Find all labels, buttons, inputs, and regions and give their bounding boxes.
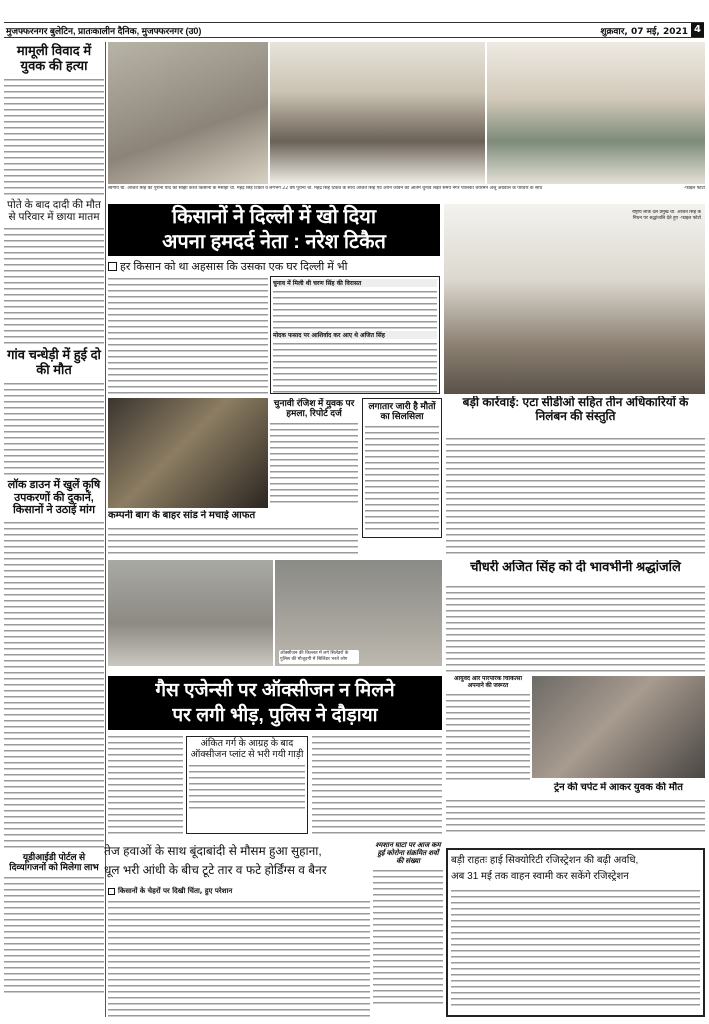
story-registration — [446, 848, 705, 1017]
box-body — [273, 341, 437, 393]
oxygen-headline — [108, 676, 442, 730]
story-headline: लगातार जारी है मौतों का सिलसिला — [368, 401, 436, 422]
page-number: 4 — [691, 23, 704, 37]
subhead-text: हर किसान को था अहसास कि उसका एक घर दिल्ली में भी — [120, 260, 348, 273]
story-body — [446, 692, 530, 784]
story-body — [365, 424, 439, 534]
story-body — [189, 763, 305, 811]
story-body — [446, 436, 705, 556]
lead-body — [108, 276, 268, 394]
story-headline: आयुर्वेद और पारंपरिक चिकित्सा अपनाने की जरूरत — [453, 676, 523, 689]
photo-family — [487, 42, 705, 184]
masthead — [4, 22, 704, 38]
story-body — [451, 888, 700, 1008]
story-headline: गांव चन्धेड़ी में हुई दो की मौत — [7, 347, 101, 377]
story-body — [270, 421, 358, 503]
lead-sidebox — [270, 276, 440, 394]
story-headline: चुनावी रंजिश में युवक पर हमला, रिपोर्ट दर्ज — [273, 398, 355, 419]
weather-headline — [104, 842, 370, 882]
square-bullet-icon — [108, 888, 115, 895]
lead-headline-line2: अपना हमदर्द नेता : नरेश टिकैत — [162, 231, 386, 253]
story-headline: ट्रेन की चपेट में आकर युवक की मौत — [554, 782, 683, 793]
story-headline: अंकित गर्ग के आग्रह के बाद ऑक्सीजन प्लांट से भरी गयी गाड़ी — [190, 739, 304, 760]
story-body — [312, 734, 442, 834]
story-cremation — [373, 842, 443, 1017]
photo-cylinder — [275, 560, 442, 666]
lead-headline-line1: किसानों ने दिल्ली में खो दिया — [171, 206, 377, 228]
date-block — [600, 23, 704, 37]
oxygen-photo-caption: ऑक्सीजन की किल्लत में लगे सिलेंडरों के पुलिस की मौजूदगी में सिलिंडर भरते लोग — [279, 650, 359, 664]
caption-text: स्वर्गीय चौ. अजित सिंह की पुरानी यादें को साझा करते किसानों के मसीहा चौ. महेंद्र सिंह टिकैत व लगभग 22 वर्ष पूराना चौ. महेंद्र सिंह टिकैत के साथ अजित सिंह एवं अपने जीवन का अंतिम चुनाव लड़ते समय नगर पालिका चेयरमैन अंजू अग्रवाल के परिवार के साथ — [108, 186, 543, 191]
photo-caption — [108, 186, 705, 200]
story-headline: बड़ी कार्रवाई: एटा सीडीओ सहित तीन अधिकारियों के निलंबन की संस्तुति — [462, 396, 689, 423]
photo-rally — [444, 204, 705, 394]
story-headline: पोते के बाद दादी की मौत से परिवार में छाया मातम — [7, 198, 101, 223]
story-headline: लॉक डाउन में खुलें कृषि उपकरणों की दुकानें, किसानों ने उठाई मांग — [7, 478, 101, 517]
weather-headline-line2: धूल भरी आंधी के बीच टूटे तार व फटे होर्डिंग्स व बैनर — [104, 863, 327, 877]
box-headline: चुनाव में मिली थी चरण सिंह की विरासत — [273, 279, 437, 287]
registration-headline — [451, 853, 700, 885]
registration-headline-line2: अब 31 मई तक वाहन स्वामी कर सकेंगे रजिस्ट्रेशन — [451, 871, 629, 882]
story-body — [4, 381, 104, 477]
lead-headline — [108, 204, 440, 256]
story-body — [373, 868, 443, 1008]
subhead-text: किसानों के चेहरों पर दिखी चिंता, हुए परेशान — [118, 886, 233, 895]
story-headline: श्मशान घाटों पर आज कम हुई कोरोना संक्रमित शवों की संख्या — [375, 842, 441, 866]
photo-crowd — [108, 42, 268, 184]
oxygen-headline-line2: पर लगी भीड़, पुलिस ने दौड़ाया — [172, 705, 378, 726]
weather-headline-line1: तेज हवाओं के साथ बूंदाबांदी से मौसम हुआ सुहाना, — [104, 844, 322, 858]
story-headline: चौधरी अजित सिंह को दी भावभीनी श्रद्धांजलि — [470, 560, 681, 574]
photo-bull — [108, 398, 268, 508]
story-body — [4, 226, 104, 346]
paper-name: मुजफ्फरनगर बुलेटिन, प्रातःकालीन दैनिक, मुजफ्फरनगर (उ0) — [6, 25, 202, 36]
story-body — [4, 77, 104, 197]
square-bullet-icon — [108, 262, 117, 271]
box-headline: मोदक फसाद पर आशिर्वाद कर आए थे अजित सिंह — [273, 331, 437, 339]
registration-headline-line1: बड़ी राहतः हाई सिक्योरिटी रजिस्ट्रेशन की बढ़ी अवधि, — [451, 855, 639, 866]
story-body — [446, 584, 705, 674]
rally-photo-caption: राष्ट्रीय लोक दल प्रमुख चौ. अजित सिंह के निधन पर श्रद्धांजलि देते हुए -फाइल फोटो — [632, 210, 701, 221]
lead-subhead — [108, 258, 440, 274]
caption-credit: -फाइल फोटो — [683, 186, 705, 191]
story-body — [4, 520, 104, 850]
photo-police — [108, 560, 273, 666]
oxygen-headline-line1: गैस एजेन्सी पर ऑक्सीजन न मिलने — [155, 680, 395, 701]
box-body — [273, 289, 437, 329]
story-headline: कम्पनी बाग के बाहर सांड ने मचाई आफत — [108, 510, 256, 521]
story-deaths — [362, 398, 442, 538]
issue-date: शुक्रवार, 07 मई, 2021 — [600, 26, 689, 37]
story-headline: यूडीआईडी पोर्टल से दिव्यांगजनों को मिलेगा लाभ — [9, 851, 99, 873]
weather-subhead — [108, 885, 370, 897]
left-column — [4, 42, 104, 1020]
story-body — [446, 798, 705, 836]
story-body — [4, 875, 104, 995]
photo-group — [270, 42, 485, 184]
story-headline: मामूली विवाद में युवक की हत्या — [16, 43, 92, 73]
story-body — [108, 734, 183, 834]
story-body — [108, 526, 358, 556]
story-ankit — [186, 736, 308, 834]
story-attack — [270, 398, 358, 508]
story-ayurveda — [446, 676, 530, 786]
photo-train — [532, 676, 705, 778]
story-body — [108, 899, 370, 1017]
